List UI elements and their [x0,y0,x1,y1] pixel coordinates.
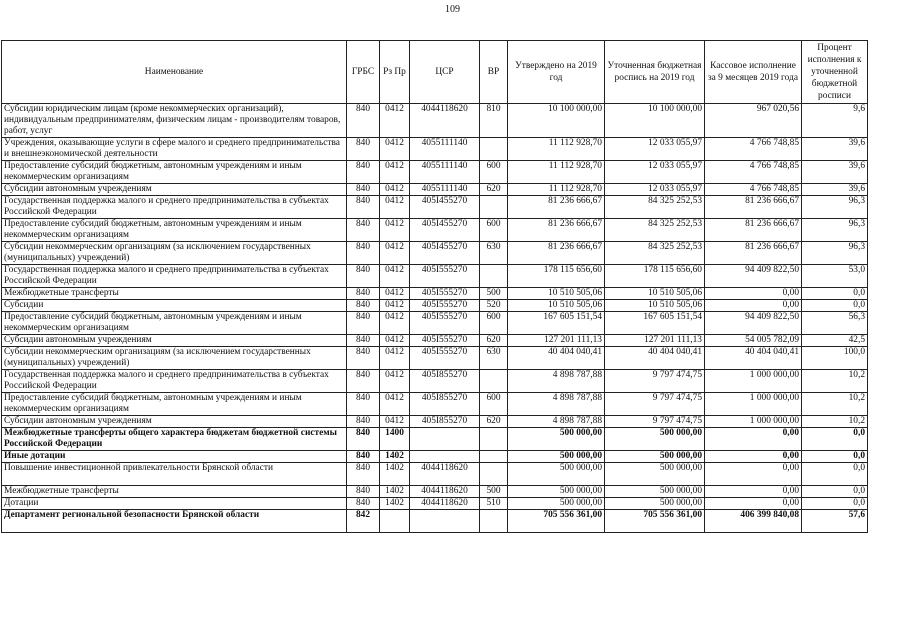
cell-approved: 4 898 787,88 [508,416,605,428]
cell-percent: 10,2 [802,393,868,416]
cell-csr: 405I555270 [410,312,480,335]
cell-grbs: 840 [347,300,380,312]
cell-cash: 1 000 000,00 [705,370,802,393]
col-header-approved: Утверждено на 2019 год [508,41,605,104]
cell-percent: 96,3 [802,219,868,242]
cell-revised: 127 201 111,13 [605,335,705,347]
cell-approved: 10 100 000,00 [508,104,605,138]
cell-vr [480,428,508,451]
cell-revised: 40 404 040,41 [605,347,705,370]
cell-approved: 10 510 505,06 [508,288,605,300]
cell-percent: 9,6 [802,104,868,138]
cell-approved: 167 605 151,54 [508,312,605,335]
cell-vr: 600 [480,161,508,184]
cell-rzpr: 0412 [380,288,410,300]
cell-grbs: 840 [347,161,380,184]
cell-percent: 0,0 [802,498,868,510]
cell-name: Субсидии некоммерческим организациям (за исключением государственных (муниципальных) учреждений) [2,347,347,370]
cell-approved: 40 404 040,41 [508,347,605,370]
cell-approved: 500 000,00 [508,451,605,463]
cell-rzpr [380,510,410,533]
cell-revised: 500 000,00 [605,463,705,486]
cell-grbs: 840 [347,498,380,510]
cell-revised: 9 797 474,75 [605,416,705,428]
table-body [2,104,868,533]
cell-rzpr: 0412 [380,242,410,265]
table-row [2,265,868,288]
cell-rzpr: 1402 [380,451,410,463]
cell-csr: 4044118620 [410,486,480,498]
cell-rzpr: 0412 [380,347,410,370]
cell-cash: 54 005 782,09 [705,335,802,347]
cell-rzpr: 0412 [380,161,410,184]
cell-cash: 0,00 [705,451,802,463]
cell-csr: 405I455270 [410,219,480,242]
cell-name: Субсидии юридическим лицам (кроме некоммерческих организаций), индивидуальным предпринимателям, физическим лицам - производителям товаров, работ, услуг [2,104,347,138]
cell-vr [480,265,508,288]
cell-vr: 520 [480,300,508,312]
cell-cash: 0,00 [705,300,802,312]
budget-execution-table [1,40,868,533]
cell-approved: 500 000,00 [508,428,605,451]
cell-name: Предоставление субсидий бюджетным, автономным учреждениям и иным некоммерческим организациям [2,393,347,416]
cell-percent: 10,2 [802,416,868,428]
cell-revised: 12 033 055,97 [605,138,705,161]
cell-name: Субсидии автономным учреждениям [2,184,347,196]
cell-cash: 0,00 [705,498,802,510]
cell-percent: 0,0 [802,463,868,486]
cell-grbs: 840 [347,451,380,463]
cell-csr: 4044118620 [410,498,480,510]
cell-rzpr: 0412 [380,335,410,347]
cell-cash: 0,00 [705,463,802,486]
col-header-csr: ЦСР [410,41,480,104]
col-header-grbs: ГРБС [347,41,380,104]
cell-revised: 10 510 505,06 [605,300,705,312]
cell-name: Субсидии [2,300,347,312]
cell-vr [480,138,508,161]
cell-rzpr: 1402 [380,498,410,510]
cell-grbs: 840 [347,335,380,347]
cell-csr: 4044118620 [410,463,480,486]
cell-name: Предоставление субсидий бюджетным, автономным учреждениям и иным некоммерческим организациям [2,312,347,335]
col-header-vr: ВР [480,41,508,104]
table-row [2,219,868,242]
cell-csr: 4055111140 [410,184,480,196]
cell-grbs: 840 [347,104,380,138]
cell-revised: 12 033 055,97 [605,161,705,184]
cell-name: Субсидии автономным учреждениям [2,335,347,347]
cell-grbs: 840 [347,463,380,486]
cell-grbs: 840 [347,219,380,242]
cell-revised: 178 115 656,60 [605,265,705,288]
cell-approved: 500 000,00 [508,463,605,486]
table-row [2,312,868,335]
cell-revised: 10 100 000,00 [605,104,705,138]
table-row [2,416,868,428]
cell-percent: 0,0 [802,451,868,463]
cell-rzpr: 1400 [380,428,410,451]
table-row [2,196,868,219]
cell-approved: 127 201 111,13 [508,335,605,347]
cell-vr [480,196,508,219]
cell-grbs: 840 [347,416,380,428]
cell-cash: 0,00 [705,428,802,451]
cell-cash: 1 000 000,00 [705,416,802,428]
col-header-revised: Уточненная бюджетная роспись на 2019 год [605,41,705,104]
cell-grbs: 840 [347,288,380,300]
cell-percent: 96,3 [802,242,868,265]
cell-rzpr: 0412 [380,138,410,161]
cell-revised: 84 325 252,53 [605,242,705,265]
cell-csr: 405I555270 [410,288,480,300]
cell-name: Повышение инвестиционной привлекательности Брянской области [2,463,347,486]
cell-vr: 620 [480,335,508,347]
table-row [2,104,868,138]
cell-revised: 500 000,00 [605,498,705,510]
cell-csr: 405I555270 [410,300,480,312]
cell-rzpr: 0412 [380,265,410,288]
cell-cash: 81 236 666,67 [705,242,802,265]
col-header-name: Наименование [2,41,347,104]
cell-vr: 500 [480,288,508,300]
cell-grbs: 840 [347,428,380,451]
cell-approved: 11 112 928,70 [508,161,605,184]
table-row [2,288,868,300]
cell-name: Субсидии автономным учреждениям [2,416,347,428]
cell-rzpr: 0412 [380,300,410,312]
cell-vr [480,510,508,533]
cell-name: Субсидии некоммерческим организациям (за исключением государственных (муниципальных) учреждений) [2,242,347,265]
cell-csr [410,428,480,451]
table-row [2,335,868,347]
cell-revised: 84 325 252,53 [605,219,705,242]
cell-cash: 1 000 000,00 [705,393,802,416]
table-row [2,510,868,533]
cell-cash: 40 404 040,41 [705,347,802,370]
cell-name: Департамент региональной безопасности Брянской области [2,510,347,533]
cell-grbs: 840 [347,184,380,196]
cell-percent: 56,3 [802,312,868,335]
cell-rzpr: 0412 [380,416,410,428]
cell-vr: 600 [480,393,508,416]
cell-rzpr: 0412 [380,219,410,242]
cell-grbs: 840 [347,486,380,498]
cell-vr: 510 [480,498,508,510]
cell-csr: 405I855270 [410,370,480,393]
cell-grbs: 840 [347,196,380,219]
table-row [2,161,868,184]
cell-revised: 705 556 361,00 [605,510,705,533]
cell-cash: 81 236 666,67 [705,196,802,219]
cell-rzpr: 0412 [380,370,410,393]
cell-cash: 406 399 840,08 [705,510,802,533]
cell-rzpr: 1402 [380,486,410,498]
cell-grbs: 840 [347,370,380,393]
cell-approved: 81 236 666,67 [508,196,605,219]
cell-percent: 0,0 [802,300,868,312]
cell-csr: 4055111140 [410,161,480,184]
cell-grbs: 840 [347,242,380,265]
cell-approved: 81 236 666,67 [508,219,605,242]
cell-approved: 10 510 505,06 [508,300,605,312]
cell-name: Дотации [2,498,347,510]
cell-vr: 620 [480,416,508,428]
cell-name: Межбюджетные трансферты общего характера бюджетам бюджетной системы Российской Федерации [2,428,347,451]
cell-approved: 500 000,00 [508,498,605,510]
cell-csr: 405I555270 [410,347,480,370]
cell-approved: 4 898 787,88 [508,393,605,416]
cell-cash: 4 766 748,85 [705,161,802,184]
col-header-rzpr: Рз Пр [380,41,410,104]
cell-revised: 9 797 474,75 [605,370,705,393]
cell-csr: 405I455270 [410,196,480,219]
cell-vr: 600 [480,312,508,335]
cell-csr [410,451,480,463]
cell-vr: 630 [480,347,508,370]
col-header-percent: Процент исполнения к уточненной бюджетной росписи [802,41,868,104]
cell-name: Государственная поддержка малого и среднего предпринимательства в субъектах Российской Федерации [2,370,347,393]
cell-percent: 0,0 [802,486,868,498]
table-row [2,463,868,486]
table-row [2,393,868,416]
cell-cash: 81 236 666,67 [705,219,802,242]
cell-name: Межбюджетные трансферты [2,288,347,300]
cell-rzpr: 0412 [380,312,410,335]
cell-approved: 11 112 928,70 [508,138,605,161]
cell-approved: 11 112 928,70 [508,184,605,196]
cell-vr: 630 [480,242,508,265]
table-row [2,300,868,312]
cell-rzpr: 0412 [380,196,410,219]
cell-grbs: 840 [347,138,380,161]
cell-approved: 500 000,00 [508,486,605,498]
cell-percent: 96,3 [802,196,868,219]
col-header-cash: Кассовое исполнение за 9 месяцев 2019 года [705,41,802,104]
cell-percent: 0,0 [802,288,868,300]
cell-percent: 39,6 [802,161,868,184]
table-row [2,451,868,463]
page-number: 109 [445,4,460,15]
cell-approved: 81 236 666,67 [508,242,605,265]
cell-name: Межбюджетные трансферты [2,486,347,498]
cell-grbs: 840 [347,312,380,335]
cell-grbs: 840 [347,347,380,370]
cell-name: Предоставление субсидий бюджетным, автономным учреждениям и иным некоммерческим организациям [2,219,347,242]
cell-revised: 84 325 252,53 [605,196,705,219]
cell-percent: 0,0 [802,428,868,451]
cell-vr [480,451,508,463]
cell-csr: 405I855270 [410,416,480,428]
cell-revised: 10 510 505,06 [605,288,705,300]
cell-csr: 405I555270 [410,335,480,347]
cell-grbs: 840 [347,393,380,416]
table-row [2,486,868,498]
cell-name: Государственная поддержка малого и среднего предпринимательства в субъектах Российской Федерации [2,265,347,288]
cell-csr: 4044118620 [410,104,480,138]
cell-approved: 4 898 787,88 [508,370,605,393]
cell-name: Иные дотации [2,451,347,463]
cell-percent: 57,6 [802,510,868,533]
table-row [2,498,868,510]
cell-csr: 4055111140 [410,138,480,161]
cell-percent: 100,0 [802,347,868,370]
cell-vr: 600 [480,219,508,242]
table-row [2,184,868,196]
cell-cash: 94 409 822,50 [705,265,802,288]
cell-revised: 9 797 474,75 [605,393,705,416]
table-row [2,347,868,370]
cell-approved: 178 115 656,60 [508,265,605,288]
cell-rzpr: 0412 [380,393,410,416]
cell-name: Предоставление субсидий бюджетным, автономным учреждениям и иным некоммерческим организациям [2,161,347,184]
cell-grbs: 840 [347,265,380,288]
table-row [2,242,868,265]
cell-rzpr: 1402 [380,463,410,486]
cell-percent: 42,5 [802,335,868,347]
cell-grbs: 842 [347,510,380,533]
cell-revised: 500 000,00 [605,486,705,498]
cell-name: Государственная поддержка малого и среднего предпринимательства в субъектах Российской Федерации [2,196,347,219]
cell-percent: 10,2 [802,370,868,393]
cell-cash: 0,00 [705,486,802,498]
cell-revised: 12 033 055,97 [605,184,705,196]
table-header-row [2,41,868,104]
cell-cash: 4 766 748,85 [705,138,802,161]
cell-csr: 405I455270 [410,242,480,265]
table-row [2,428,868,451]
cell-revised: 500 000,00 [605,451,705,463]
cell-vr: 500 [480,486,508,498]
cell-revised: 167 605 151,54 [605,312,705,335]
cell-cash: 0,00 [705,288,802,300]
cell-csr: 405I855270 [410,393,480,416]
cell-vr [480,370,508,393]
cell-percent: 39,6 [802,138,868,161]
cell-csr [410,510,480,533]
cell-cash: 967 020,56 [705,104,802,138]
cell-name: Учреждения, оказывающие услуги в сфере малого и среднего предпринимательства и внешнеэкономической деятельности [2,138,347,161]
table-row [2,138,868,161]
cell-rzpr: 0412 [380,184,410,196]
cell-cash: 94 409 822,50 [705,312,802,335]
cell-vr [480,463,508,486]
cell-vr: 810 [480,104,508,138]
cell-rzpr: 0412 [380,104,410,138]
cell-revised: 500 000,00 [605,428,705,451]
cell-vr: 620 [480,184,508,196]
cell-percent: 53,0 [802,265,868,288]
table-row [2,370,868,393]
cell-csr: 405I555270 [410,265,480,288]
cell-percent: 39,6 [802,184,868,196]
cell-approved: 705 556 361,00 [508,510,605,533]
cell-cash: 4 766 748,85 [705,184,802,196]
